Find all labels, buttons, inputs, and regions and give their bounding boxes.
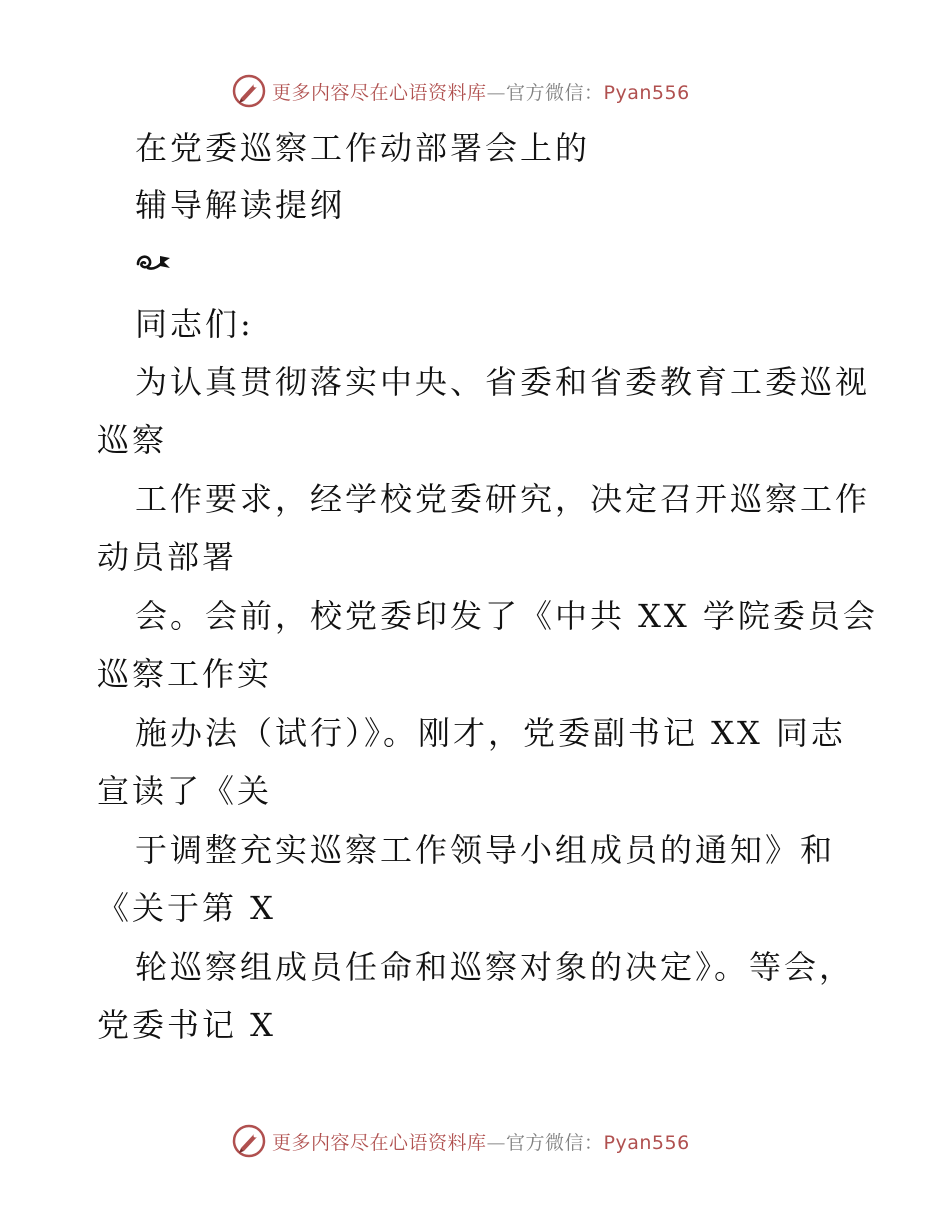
body-line: 于调整充实巡察工作领导小组成员的通知》和 (135, 831, 836, 869)
fleuron-icon (134, 246, 174, 278)
body-line: 动员部署 (97, 538, 238, 576)
body-line: 党委书记 X (97, 1006, 276, 1044)
salutation: 同志们: (135, 305, 254, 343)
pen-logo-icon (232, 1124, 266, 1158)
body-line: 会。会前，校党委印发了《中共 XX 学院委员会 (135, 597, 878, 635)
banner-text (272, 78, 690, 105)
banner-promo: 更多内容尽在心语资料库 (272, 1131, 487, 1154)
body-line: 轮巡察组成员任命和巡察对象的决定》。等会， (135, 948, 855, 986)
footer-banner (232, 1122, 690, 1160)
body-line: 巡察工作实 (97, 655, 273, 693)
title-line-1: 在党委巡察工作动部署会上的 (135, 129, 591, 167)
header-banner (232, 72, 690, 110)
banner-promo: 更多内容尽在心语资料库 (272, 81, 487, 104)
banner-text (272, 1128, 690, 1155)
body-line: 宣读了《关 (97, 772, 273, 810)
banner-wechat-label: 官方微信： (506, 81, 604, 104)
banner-account: Pyan556 (603, 81, 690, 104)
banner-wechat-label: 官方微信： (506, 1131, 604, 1154)
body-line: 施办法（试行）》。刚才，党委副书记 XX 同志 (135, 714, 846, 752)
pen-logo-icon (232, 74, 266, 108)
banner-account: Pyan556 (603, 1131, 690, 1154)
banner-dash: — (486, 81, 507, 104)
body-line: 巡察 (97, 421, 168, 459)
body-line: 工作要求，经学校党委研究，决定召开巡察工作 (135, 480, 871, 518)
body-line: 为认真贯彻落实中央、省委和省委教育工委巡视 (135, 363, 871, 401)
banner-dash: — (486, 1131, 507, 1154)
body-line: 《关于第 X (97, 889, 276, 927)
title-line-2: 辅导解读提纲 (135, 186, 346, 224)
